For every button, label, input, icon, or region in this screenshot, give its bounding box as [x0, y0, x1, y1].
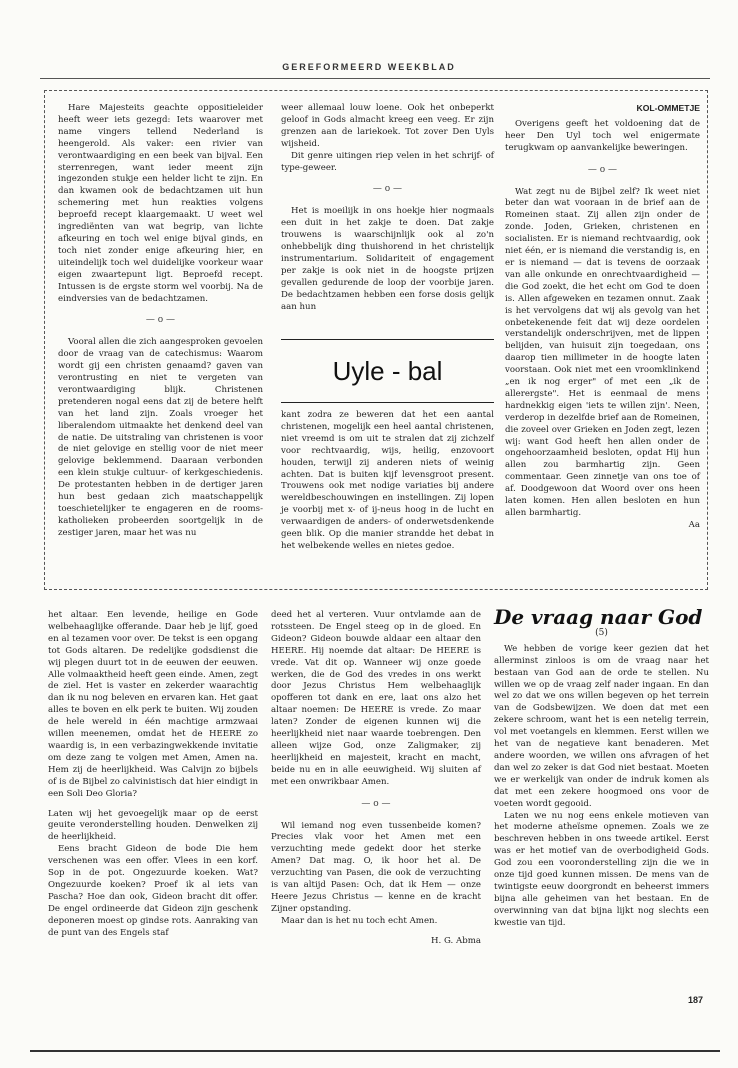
- article-number: (5): [595, 627, 608, 638]
- paragraph: Hare Majesteits geachte oppositieleider heeft weer iets gezegd: Iets waarover met name vingers tellend Nederland is heengerold. Als vaker: een rivier van verontwaardiging en een beek van bijval. Een sterrenregen, want ieder meent zijn ingezonden stukje een helder licht te zijn. En dan kwamen ook de bedachtzamen uit hun schemering met hun reakties volgens beproefd recept klaargemaakt. U weet wel ingrediënten van wat begrip, van lichte afkeuring en toch wel enige bijval ginds, en toch niet zonder enige afkeuring hier, en uiteindelijk toch wel duidelijke voorkeur waar eigen zwaartepunt ligt. Beproefd recept. Intussen is de ergste storm wel voorbij. Na de eindversies van de bedachtzamen.: [58, 103, 263, 304]
- paragraph: Dit genre uitingen riep velen in het schrijf- of type-geweer.: [281, 150, 494, 173]
- header-rule: [40, 78, 710, 79]
- uyle-bal-title: Uyle - bal: [281, 339, 494, 403]
- bottom-rule: [30, 1050, 720, 1052]
- kolommetje-column-1: [58, 103, 263, 540]
- paragraph: weer allemaal louw loene. Ook het onbeperkt geloof in Gods almacht kreeg een veeg. Er zijn grenzen aan de lariekoek. Tot zover Den Uyls wijsheid.: [281, 103, 494, 149]
- page-header: GEREFORMEERD WEEKBLAD: [282, 62, 456, 72]
- paragraph: Eens bracht Gideon de bode Die hem verschenen was een offer. Vlees in een korf. Sop in de pot. Ongezuurde koeken. Wat? Ongezuurde koeken? Proef ik al iets van Pascha? Hoe dan ook, Gideon bracht dit offer. De engel ordineerde dat Gideon zijn geschenk deponeren moest op gindse rots. Aanraking van de punt van des Engels staf: [48, 844, 258, 938]
- article-title: De vraag naar God: [494, 605, 703, 629]
- article-column-2: [271, 610, 481, 948]
- page-number: 187: [688, 995, 704, 1005]
- paragraph: deed het al verteren. Vuur ontvlamde aan de rotssteen. De Engel steeg op in de gloed. En Gideon? Gideon bouwde aldaar een altaar den HEERE. Hij noemde dat altaar: De HEERE is vrede. Vat dit op. Wanneer wij onze goede werken, die de God des vredes in ons werkt door Jezus Christus Hem welbehaaglijk opofferen tot dank en ere, laat ons alzo het altaar noemen: De HEERE is vrede. Zo maar laten? Zonder de eigenen kunnen wij die heerlijkheid niet naar waarde toebrengen. Den alleen wijze God, onze Zaligmaker, zij heerlijkheid en majesteit, kracht en macht, beide nu en in alle eeuwigheid. Wij sluiten af met een onwrikbaar Amen.: [271, 610, 481, 787]
- paragraph: Wat zegt nu de Bijbel zelf? Ik weet niet beter dan wat vooraan in de brief aan de Romeinen staat. Zij allen zijn onder de zonde. Joden, Grieken, christenen en socialisten. Er is niemand rechtvaardig, ook niet één, er is niemand die verstandig is, en er is niemand — dat is tevens de oorzaak van alle onkunde en onrechtvaardigheid — die God zoekt, die het echt om God te doen is. Allen afgeweken en tezamen onnut. Zaak is het vervolgens dat wij als gevolg van het onbetekenende feit dat wij deze oordelen verstandelijk onderschrijven, met de lippen belijden, van huisuit zijn toegedaan, ons daarop tien millimeter in de hoogte laten voorstaan. Ook niet met een vroomklinkend „en ik nog erger" of met een „ik de allerergste". Het is eenmaal de mens hardnekkig eigen 'iets te willen zijn'. Neen, verderop in dezelfde brief aan de Romeinen, die zoveel over Grieken en Joden zegt, lezen wij: want God heeft hen allen onder de ongehoorzaamheid besloten, opdat Hij hun allen zou barmhartig zijn. Geen commentaar. Geen zinnetje van ons toe of af. Doodgewoon dat Woord over ons heen laten komen. Hen allen besloten en hun allen barmhartig.: [505, 186, 700, 518]
- separator: — o —: [145, 315, 176, 326]
- paragraph: We hebben de vorige keer gezien dat het allerminst zinloos is om de vraag naar het bestaan van God aan de orde te stellen. Nu willen we op de vraag zelf nader ingaan. En dan wel zo dat we ons willen begeven op het terrein van de Godsbewijzen. We doen dat met een zekere schroom, want het is een netelig terrein, vol met voetangels en klemmen. Eerst willen we het van de negatieve kant benaderen. Met andere woorden, we willen ons afvragen of het dan wel zo zeker is dat God niet bestaat. Moeten we er werkelijk van onder de indruk komen als dat met een zekere hoogmoed ons voor de voeten wordt gegooid.: [494, 643, 709, 809]
- paragraph: Vooral allen die zich aangesproken gevoelen door de vraag van de catechismus: Waarom wordt gij een christen genaamd? gaven van verontrusting en niet te vergeten van verontwaardiging blijk. Christenen pretenderen nogal eens dat zij de betere helft van het land zijn. Zoals vroeger het liberalendom uitmaakte het denkend deel van de natie. De uitstraling van christenen is voor de niet gelovige en stellig voor de niet meer gelovige beklemmend. Daaraan verbonden een klein stukje cultuur- of kerkgeschiedenis. De protestanten hebben in de dertiger jaren hun best gedaan zich maatschappelijk toeschietelijker te engageren en de rooms-katholieken probeerden soortgelijk in de zestiger jaren, maar het was nu: [58, 337, 263, 538]
- kolommetje-column-3: [505, 103, 700, 532]
- author-name: H. G. Abma: [431, 935, 481, 946]
- vraag-naar-god-column: [494, 605, 709, 930]
- kolommetje-heading: KOL-OMMETJE: [636, 103, 700, 113]
- separator: — o —: [372, 184, 403, 195]
- paragraph: Het is moeilijk in ons hoekje hier nogmaals een duit in het zakje te doen. Dat zakje trouwens is waarschijnlijk ook al zo'n onhebbelijk ding thuishorend in het christelijk instrumentarium. Solidariteit of engagement per zakje is ook niet in de hoogste prijzen gevallen gedurende de loop der voorbije jaren. De bedachtzamen hebben een forse dosis gelijk aan hun: [281, 206, 494, 312]
- kolommetje-column-2-top: [281, 103, 494, 314]
- kolommetje-column-2-bottom: [281, 410, 494, 553]
- article-column-1: [48, 610, 258, 939]
- paragraph: kant zodra ze beweren dat het een aantal christenen, mogelijk een heel aantal christenen, niet vreemd is om uit te stralen dat zij zichzelf voor rechtvaardig, wijs, heilig, enzovoort houden, terwijl zij anderen niets of weinig achten. Dat is buiten kijf levensgroot present. Trouwens ook met nodige variaties bij andere wereldbeschouwingen en instellingen. Zij lopen je voorbij met x- of ij-neus hoog in de lucht en verwaardigen de anders- of onderwetsdenkende geen blik. Op die manier strandde het debat in het welbekende welles en nietes gedoe.: [281, 410, 494, 551]
- paragraph: Maar dan is het nu toch echt Amen.: [281, 915, 438, 926]
- paragraph: Overigens geeft het voldoening dat de heer Den Uyl toch wel enigermate terugkwam op aanvankelijke beweringen.: [505, 118, 700, 153]
- paragraph: Laten we nu nog eens enkele motieven van het moderne atheïsme opnemen. Zoals we ze beschreven hebben in ons tweede artikel. Eerst was er het motief van de overbodigheid Gods. God zou een vooronderstelling zijn die we in onze tijd goed kunnen missen. De mens van de twintigste eeuw doorgrondt en beheerst immers bijna alle geheimen van het bestaan. En de overwinning van dat bijna lijkt nog slechts een kwestie van tijd.: [494, 810, 709, 928]
- separator: — o —: [361, 798, 391, 809]
- separator: — o —: [587, 164, 618, 175]
- signature: Aa: [688, 519, 700, 530]
- paragraph: het altaar. Een levende, heilige en Gode welbehaaglijke offerande. Daar heb je lijf, goed en al tezamen voor over. De tekst is een opgang tot Gods altaren. De redelijke godsdienst die wij plegen duurt tot in de eeuwen der eeuwen. Alle volmaaktheid heeft geen einde. Amen, zegt de ziel. Het is vaster en zekerder waarachtig dan ik nu nog beleven en ervaren kan. Het gaat alles te boven en elk perk te buiten. Wij zouden de hele wereld in één machtige armzwaai willen meenemen, omdat het de HEERE zo waardig is, in een verbazingwekkende invitatie om deze zang te volgen met Amen, Amen na. Hem zij de heerlijkheid. Was Calvijn zo bijbels of is de Bijbel zo calvinistisch dat hier eindigt in een Soli Deo Gloria?: [48, 610, 258, 799]
- paragraph: Wil iemand nog even tussenbeide komen? Precies vlak voor het Amen met een verzuchting mede gedekt door het sterke Amen? Dat mag. O, ik hoor het al. De verzuchting van Pasen, die ook de verzuchting is van altijd Pasen: Och, dat ik Hem — onze Heere Jezus Christus — kenne en de kracht Zijner opstanding.: [271, 820, 481, 914]
- paragraph: Laten wij het gevoegelijk maar op de eerst geuite veronderstelling houden. Denwelken zij de heerlijkheid.: [48, 808, 258, 843]
